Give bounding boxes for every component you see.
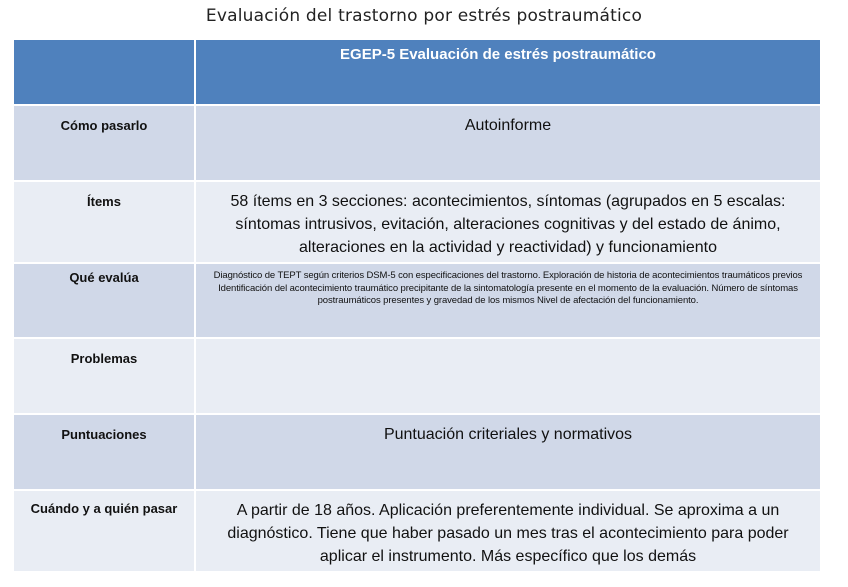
table-row xyxy=(14,106,820,180)
row-value-cell xyxy=(196,264,820,337)
row-label: Puntuaciones xyxy=(61,427,147,442)
row-label: Cuándo y a quién pasar xyxy=(30,501,178,516)
row-label-cell xyxy=(14,182,194,262)
page-title: Evaluación del trastorno por estrés postraumático xyxy=(205,6,643,26)
row-label: Cómo pasarlo xyxy=(60,118,148,133)
row-label-cell xyxy=(14,339,194,413)
row-value: Puntuación criteriales y normativos xyxy=(383,426,633,443)
header-title: EGEP-5 Evaluación de estrés postraumático xyxy=(340,46,656,63)
table-row xyxy=(14,182,820,262)
row-value: Autoinforme xyxy=(464,117,552,134)
row-value-cell xyxy=(196,491,820,571)
row-label-cell xyxy=(14,415,194,489)
row-label-cell xyxy=(14,491,194,571)
row-label: Ítems xyxy=(87,194,121,209)
header-label-cell xyxy=(14,40,194,104)
table-row xyxy=(14,415,820,489)
row-value: 58 ítems en 3 secciones: acontecimientos, síntomas (agrupados en 5 escalas: síntomas intrusivos, evitación, alteraciones cognitivas y del estado de ánimo, alteraciones en la actividad y reactividad) y funcionamiento xyxy=(230,193,786,256)
row-value-cell xyxy=(196,339,820,413)
row-label-cell xyxy=(14,106,194,180)
table-header-row xyxy=(14,40,820,104)
row-label: Problemas xyxy=(70,351,138,366)
row-value-cell xyxy=(196,415,820,489)
table-row xyxy=(14,491,820,571)
table-row xyxy=(14,264,820,337)
row-label: Qué evalúa xyxy=(69,270,139,285)
evaluation-table xyxy=(12,38,822,573)
row-label-cell xyxy=(14,264,194,337)
header-value-cell xyxy=(196,40,820,104)
row-value: Diagnóstico de TEPT según criterios DSM-5 con especificaciones del trastorno. Exploración de historia de acontecimientos traumáticos previos Identificación del acontecimiento traumático precipitante de la sintomatología presente en el momento de la evaluación. Número de síntomas postraumáticos presentes y gravedad de los mismos Nivel de afectación del funcionamiento. xyxy=(213,270,803,306)
table-row xyxy=(14,339,820,413)
row-value: A partir de 18 años. Aplicación preferentemente individual. Se aproxima a un diagnóstico. Tiene que haber pasado un mes tras el acontecimiento para poder aplicar el instrumento. Más específico que los demás xyxy=(227,502,789,565)
row-value-cell xyxy=(196,182,820,262)
row-value-cell xyxy=(196,106,820,180)
row-value xyxy=(196,339,820,347)
